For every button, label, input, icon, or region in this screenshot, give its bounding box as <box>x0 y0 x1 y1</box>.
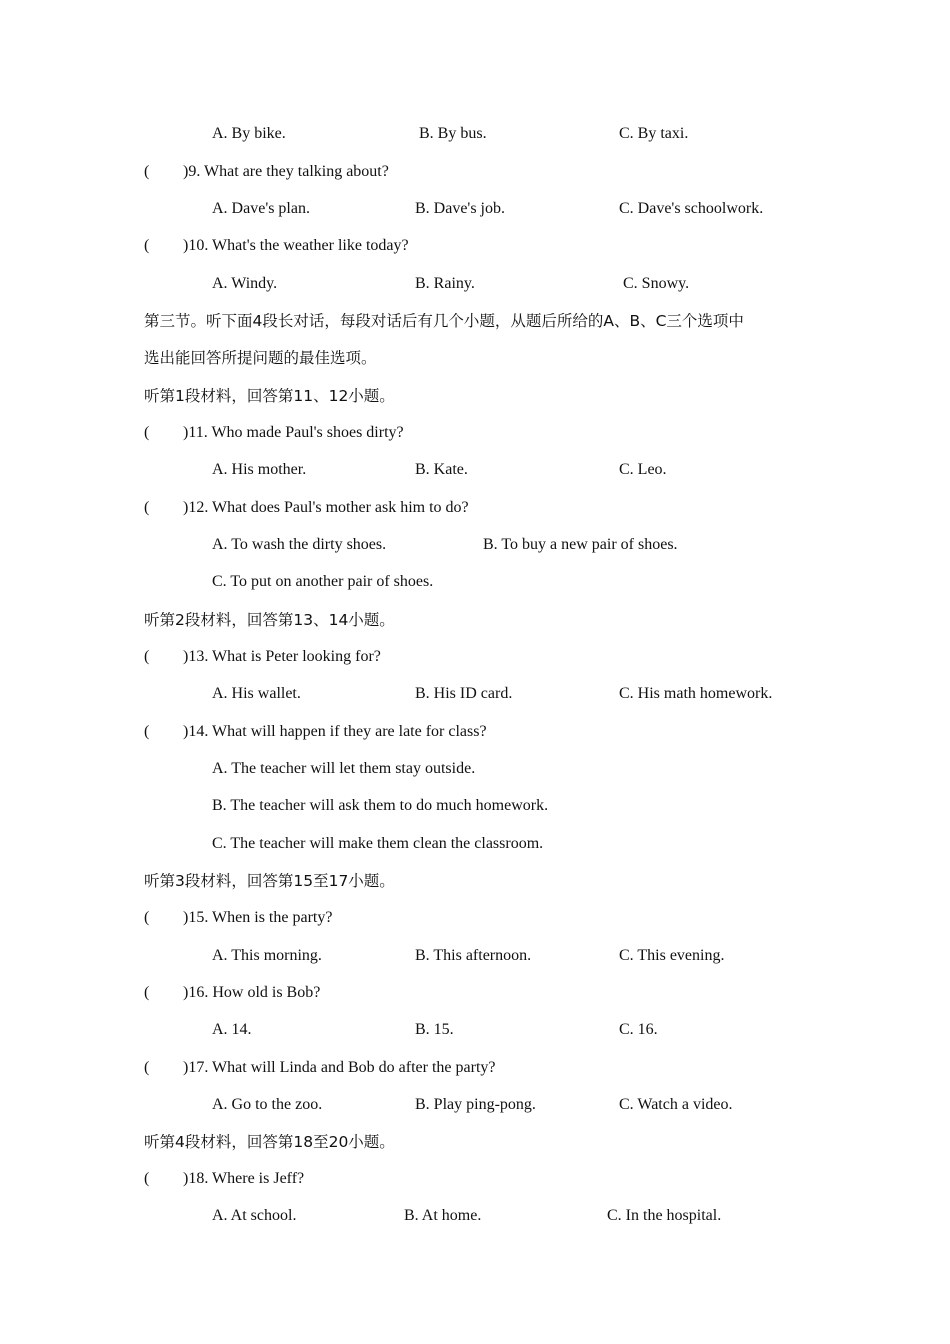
answer-blank: ( <box>144 499 150 516</box>
q8-option-b: B. By bus. <box>419 125 487 142</box>
question-text: )18. Where is Jeff? <box>183 1170 305 1187</box>
part-heading: 听第2段材料，回答第13、14小题。 <box>144 611 395 629</box>
answer-blank: ( <box>144 163 150 180</box>
answer-blank: ( <box>144 424 150 441</box>
option-a: A. His wallet. <box>212 685 301 702</box>
q8-option-a: A. By bike. <box>212 125 286 142</box>
question-text: )10. What's the weather like today? <box>183 237 409 254</box>
option-a: A. At school. <box>212 1207 297 1224</box>
option-a: A. 14. <box>212 1021 252 1038</box>
answer-blank: ( <box>144 237 150 254</box>
question-text: )12. What does Paul's mother ask him to do? <box>183 499 469 516</box>
option-a: A. His mother. <box>212 461 307 478</box>
question-text: )9. What are they talking about? <box>183 163 389 180</box>
option-a: A. The teacher will let them stay outside. <box>212 760 476 777</box>
option-a: A. Dave's plan. <box>212 200 310 217</box>
question-text: )14. What will happen if they are late for class? <box>183 723 487 740</box>
option-c: C. Dave's schoolwork. <box>619 200 764 217</box>
option-b: B. Play ping-pong. <box>415 1096 536 1113</box>
answer-blank: ( <box>144 723 150 740</box>
section-heading: 第三节。听下面4段长对话，每段对话后有几个小题，从题后所给的A、B、C三个选项中 <box>144 312 744 330</box>
answer-blank: ( <box>144 1059 150 1076</box>
option-a: A. This morning. <box>212 947 322 964</box>
option-b: B. This afternoon. <box>415 947 532 964</box>
option-c: C. His math homework. <box>619 685 773 702</box>
option-c: C. To put on another pair of shoes. <box>212 573 434 590</box>
option-c: C. Watch a video. <box>619 1096 733 1113</box>
answer-blank: ( <box>144 648 150 665</box>
option-c: C. In the hospital. <box>607 1207 722 1224</box>
part-heading: 听第1段材料，回答第11、12小题。 <box>144 387 395 405</box>
option-c: C. Leo. <box>619 461 667 478</box>
answer-blank: ( <box>144 909 150 926</box>
option-b: B. Kate. <box>415 461 468 478</box>
question-text: )13. What is Peter looking for? <box>183 648 381 665</box>
option-a: A. Go to the zoo. <box>212 1096 323 1113</box>
question-text: )15. When is the party? <box>183 909 333 926</box>
option-b: B. Rainy. <box>415 275 475 292</box>
option-a: A. Windy. <box>212 275 278 292</box>
answer-blank: ( <box>144 1170 150 1187</box>
option-c: C. The teacher will make them clean the classroom. <box>212 835 544 852</box>
part-heading: 听第4段材料，回答第18至20小题。 <box>144 1133 395 1151</box>
option-a: A. To wash the dirty shoes. <box>212 536 387 553</box>
question-text: )11. Who made Paul's shoes dirty? <box>183 424 404 441</box>
option-c: C. Snowy. <box>623 275 690 292</box>
option-b: B. To buy a new pair of shoes. <box>483 536 678 553</box>
option-b: B. 15. <box>415 1021 454 1038</box>
part-heading: 听第3段材料，回答第15至17小题。 <box>144 872 395 890</box>
answer-blank: ( <box>144 984 150 1001</box>
option-b: B. His ID card. <box>415 685 513 702</box>
option-b: B. At home. <box>404 1207 482 1224</box>
option-c: C. This evening. <box>619 947 725 964</box>
question-text: )17. What will Linda and Bob do after the party? <box>183 1059 496 1076</box>
option-b: B. Dave's job. <box>415 200 505 217</box>
section-heading-cont: 选出能回答所提问题的最佳选项。 <box>144 349 377 367</box>
option-b: B. The teacher will ask them to do much homework. <box>212 797 549 814</box>
q8-option-c: C. By taxi. <box>619 125 689 142</box>
question-text: )16. How old is Bob? <box>183 984 321 1001</box>
option-c: C. 16. <box>619 1021 658 1038</box>
